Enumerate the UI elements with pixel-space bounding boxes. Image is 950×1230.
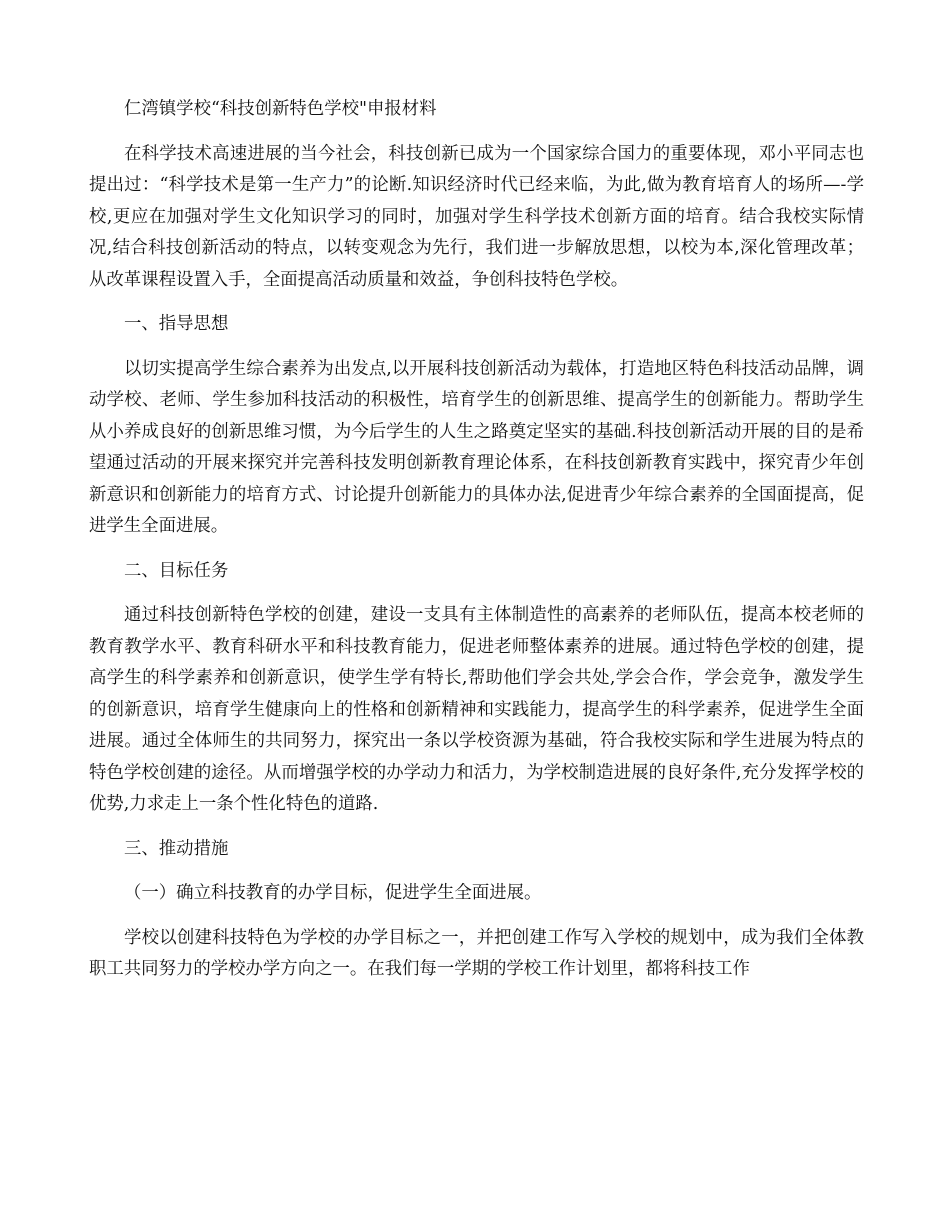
intro-paragraph: 在科学技术高速进展的当今社会，科技创新已成为一个国家综合国力的重要体现，邓小平同志也提出过：“科学技术是第一生产力”的论断.知识经济时代已经来临，为此,做为教育培育人的场所—-学校,更应在加强对学生文化知识学习的同时，加强对学生科学技术创新方面的培育。结合我校实际情况,结合科技创新活动的特点，以转变观念为先行，我们进一步解放思想，以校为本,深化管理改革；从改革课程设置入手，全面提高活动质量和效益，争创科技特色学校。 (89, 143, 864, 290)
education-goals-paragraph: 学校以创建科技特色为学校的办学目标之一，并把创建工作写入学校的规划中，成为我们全体教职工共同努力的学校办学方向之一。在我们每一学期的学校工作计划里，都将科技工作 (89, 927, 864, 979)
guiding-ideology-paragraph: 以切实提高学生综合素养为出发点,以开展科技创新活动为载体，打造地区特色科技活动品牌，调动学校、老师、学生参加科技活动的积极性，培育学生的创新思维、提高学生的创新能力。帮助学生从小养成良好的创新思维习惯，为今后学生的人生之路奠定坚实的基础.科技创新活动开展的目的是希望通过活动的开展来探究并完善科技发明创新教育理论体系，在科技创新教育实践中，探究青少年创新意识和创新能力的培育方式、讨论提升创新能力的具体办法,促进青少年综合素养的全国面提高，促进学生全面进展。 (89, 358, 864, 536)
document-title: 仁湾镇学校“科技创新特色学校"申报材料 (124, 99, 437, 119)
section-heading-guiding-ideology: 一、指导思想 (124, 314, 229, 334)
section-heading-measures: 三、推动措施 (124, 838, 229, 859)
document-page (89, 94, 864, 986)
subsection-heading-education-goals: （一）确立科技教育的办学目标，促进学生全面进展。 (124, 883, 542, 903)
section-heading-goals-tasks: 二、目标任务 (124, 560, 229, 581)
goals-tasks-paragraph: 通过科技创新特色学校的创建，建设一支具有主体制造性的高素养的老师队伍，提高本校老师的教育教学水平、教育科研水平和科技教育能力，促进老师整体素养的进展。通过特色学校的创建，提高学生的科学素养和创新意识，使学生学有特长,帮助他们学会共处,学会合作，学会竞争，激发学生的创新意识，培育学生健康向上的性格和创新精神和实践能力，提高学生的科学素养，促进学生全面进展。通过全体师生的共同努力，探究出一条以学校资源为基础，符合我校实际和学生进展为特点的特色学校创建的途径。从而增强学校的办学动力和活力，为学校制造进展的良好条件,充分发挥学校的优势,力求走上一条个性化特色的道路. (89, 605, 864, 814)
